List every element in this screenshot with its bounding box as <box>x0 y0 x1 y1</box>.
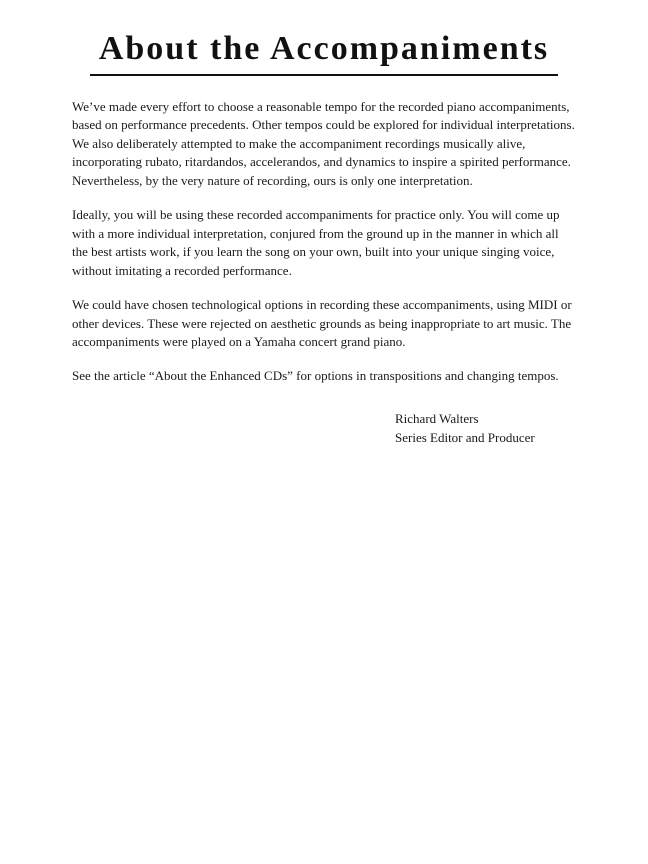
signature-role: Series Editor and Producer <box>395 429 535 445</box>
signature-name: Richard Walters <box>395 410 479 426</box>
paragraph-practice-only: Ideally, you will be using these recorded accompaniments for practice only. You will come up with a more individual interpretation, conjured from the ground up in the manner in which all the best artists work, if you learn the song on your own, built into your unique singing voice, without imitating a recorded performance. <box>72 207 560 278</box>
page-title: About the Accompaniments <box>98 30 550 67</box>
signature-block <box>395 410 648 448</box>
paragraph-technology-options: We could have chosen technological options in recording these accompaniments, using MIDI or other devices. These were rejected on aesthetic grounds as being inappropriate to art music. The accompaniments were played on a Yamaha concert grand piano. <box>72 297 572 349</box>
paragraph-tempo-choice: We’ve made every effort to choose a reasonable tempo for the recorded piano accompaniments, based on performance precedents. Other tempos could be explored for individual interpretations. We also deliberately attempted to make the accompaniment recordings musically alive, incorporating rubato, ritardandos, accelerandos, and dynamics to inspire a spirited performance. Nevertheless, by the very nature of recording, ours is only one interpretation. <box>72 99 575 188</box>
body-text-block <box>72 98 576 386</box>
paragraph-see-article: See the article “About the Enhanced CDs” for options in transpositions and changing tempos. <box>72 368 559 384</box>
title-underline-rule <box>90 74 558 76</box>
